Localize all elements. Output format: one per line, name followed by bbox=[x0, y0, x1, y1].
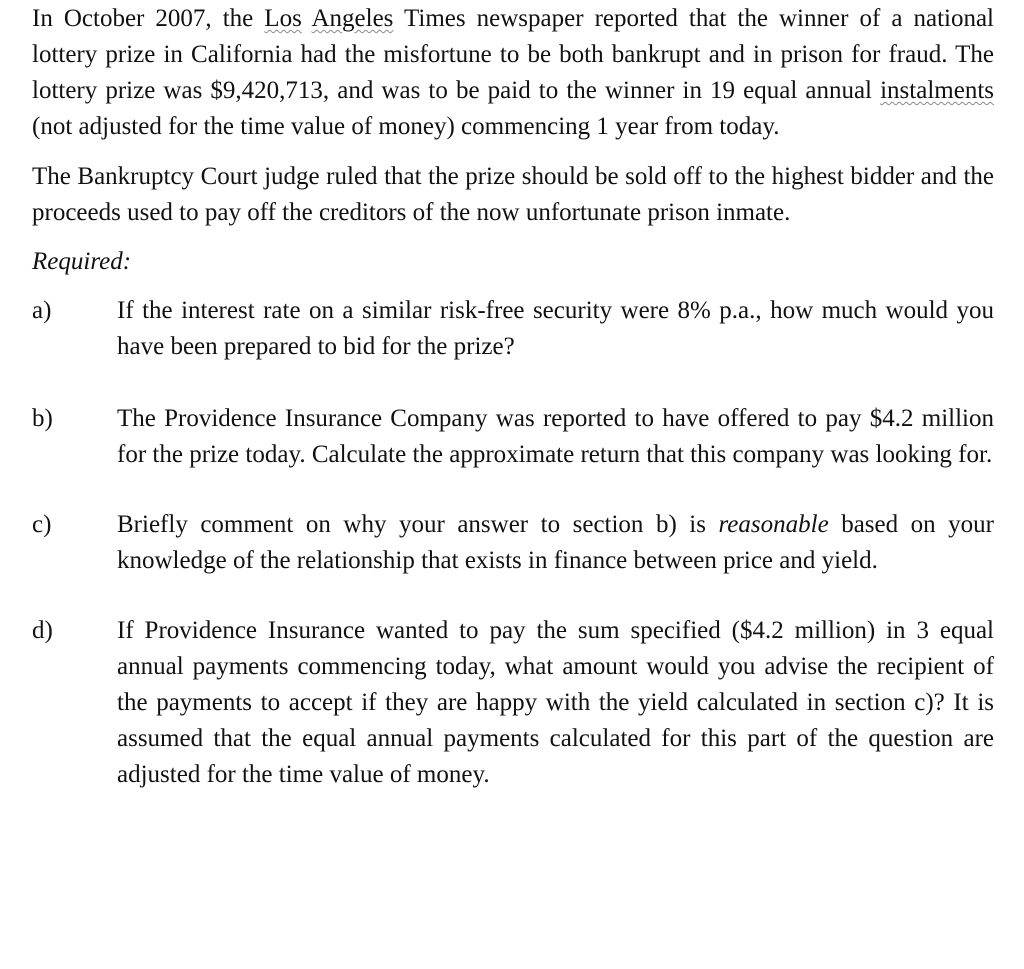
question-text: If the interest rate on a similar risk-free security were 8% p.a., how much would you have been prepared to bid for the prize? bbox=[117, 297, 994, 360]
question-a bbox=[32, 293, 994, 365]
question-label: c) bbox=[32, 511, 52, 538]
question-text: The Providence Insurance Company was reported to have offered to pay $4.2 million for the prize today. Calculate the approximate return that this company was looking for. bbox=[117, 405, 994, 468]
question-label: d) bbox=[32, 617, 53, 644]
question-d bbox=[32, 613, 994, 793]
question-text-after: based on your knowledge of the relationship that exists in finance between price and yield. bbox=[117, 511, 994, 574]
question-label: b) bbox=[32, 405, 53, 432]
question-text-emphasis: reasonable bbox=[718, 511, 829, 538]
intro-text-middle: Times newspaper reported that the winner of a national lottery prize in California had the misfortune to be both bankrupt and in prison for fraud. The lottery prize was $9,420,713, and was to be paid to the winner in 19 equal annual bbox=[32, 5, 994, 104]
question-c bbox=[32, 507, 994, 579]
intro-paragraph bbox=[32, 0, 994, 145]
intro-text-end: (not adjusted for the time value of money) commencing 1 year from today. bbox=[32, 113, 780, 140]
question-text: If Providence Insurance wanted to pay the sum specified ($4.2 million) in 3 equal annual payments commencing today, what amount would you advise the recipient of the payments to accept if they are happy with the yield calculated in section c)? It is assumed that the equal annual payments calculated for this part of the question are adjusted for the time value of money. bbox=[117, 617, 994, 788]
question-label: a) bbox=[32, 297, 52, 324]
spellcheck-word-los: Los bbox=[264, 5, 302, 32]
question-text-before: Briefly comment on why your answer to section b) is bbox=[117, 511, 719, 538]
document-page bbox=[32, 0, 994, 793]
required-heading: Required: bbox=[32, 248, 132, 275]
spellcheck-word-instalments: instalments bbox=[880, 77, 994, 104]
intro-text-start: In October 2007, the bbox=[32, 5, 265, 32]
question-text bbox=[117, 507, 994, 579]
question-b bbox=[32, 401, 994, 473]
spellcheck-word-angeles: Angeles bbox=[311, 5, 394, 32]
court-paragraph: The Bankruptcy Court judge ruled that the prize should be sold off to the highest bidder and the proceeds used to pay off the creditors of the now unfortunate prison inmate. bbox=[32, 163, 994, 226]
